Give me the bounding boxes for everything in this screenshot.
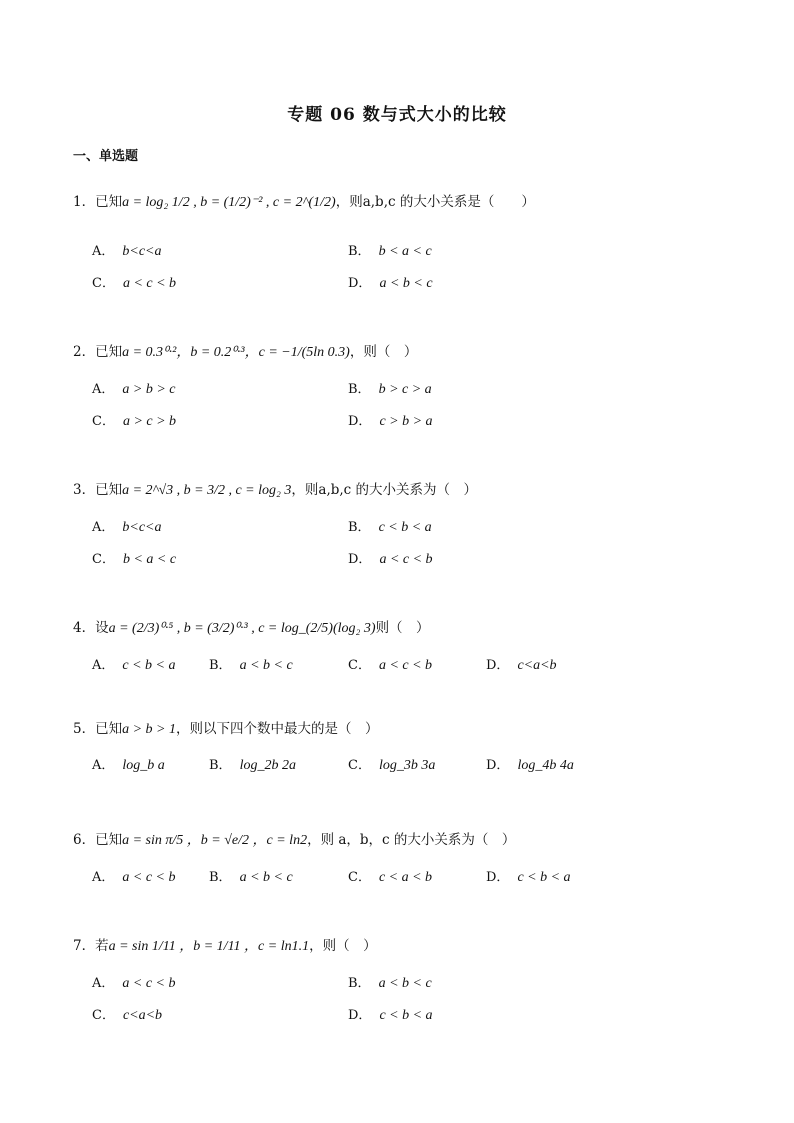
q2-option-c[interactable]: C． a > c > b xyxy=(92,414,177,429)
q3-option-c[interactable]: C． b < a < c xyxy=(92,552,177,567)
q2-option-d[interactable]: D． c > b > a xyxy=(348,414,433,429)
question-2: 2．已知a = 0.3⁰·²，b = 0.2⁰·³，c = −1/(5ln 0.3)，则（ ） xyxy=(73,344,418,360)
q3-option-b[interactable]: B． c < b < a xyxy=(348,520,432,535)
q1-option-a[interactable]: A． b<c<a xyxy=(92,244,162,259)
q3-option-d[interactable]: D． a < c < b xyxy=(348,552,433,567)
question-5-expression: a > b > 1 xyxy=(122,722,176,737)
q6-option-b[interactable]: B． a < b < c xyxy=(209,870,293,885)
question-3-expression: a = 2^√3 , b = 3/2 , c = log₂ 3 xyxy=(122,483,292,498)
q2-option-b[interactable]: B． b > c > a xyxy=(348,382,432,397)
question-7-expression: a = sin 1/11 ，b = 1/11 ，c = ln1.1 xyxy=(108,939,310,954)
q6-option-a[interactable]: A． a < c < b xyxy=(92,870,176,885)
page-title: 专题 06 数与式大小的比较 xyxy=(287,105,507,125)
q7-option-b[interactable]: B． a < b < c xyxy=(348,976,432,991)
question-6: 6．已知a = sin π/5 ，b = √e/2 ，c = ln2，则 a，b，c 的大小关系为（ ） xyxy=(73,832,516,848)
q1-option-d[interactable]: D． a < b < c xyxy=(348,276,433,291)
q2-option-a[interactable]: A． a > b > c xyxy=(92,382,176,397)
q7-option-d[interactable]: D． c < b < a xyxy=(348,1008,433,1023)
question-1: 1．已知a = log₂ 1/2 , b = (1/2)⁻² , c = 2^(1/2)，则a,b,c 的大小关系是（ ） xyxy=(73,194,535,210)
question-5: 5．已知a > b > 1，则以下四个数中最大的是（ ） xyxy=(73,721,379,737)
question-1-expression: a = log₂ 1/2 , b = (1/2)⁻² , c = 2^(1/2) xyxy=(122,195,336,210)
q6-option-c[interactable]: C． c < a < b xyxy=(348,870,433,885)
q3-option-a[interactable]: A． b<c<a xyxy=(92,520,162,535)
q5-option-d[interactable]: D． log_4b 4a xyxy=(486,758,574,773)
question-7: 7．若a = sin 1/11 ，b = 1/11 ，c = ln1.1，则（ ） xyxy=(73,938,377,954)
question-3: 3．已知a = 2^√3 , b = 3/2 , c = log₂ 3，则a,b,c 的大小关系为（ ） xyxy=(73,482,478,498)
question-4: 4．设a = (2/3)⁰·⁵ , b = (3/2)⁰·³ , c = log_(2/5)(log₂ 3)则（ ） xyxy=(73,620,430,636)
question-2-expression: a = 0.3⁰·²，b = 0.2⁰·³，c = −1/(5ln 0.3) xyxy=(122,345,350,360)
q4-option-c[interactable]: C． a < c < b xyxy=(348,658,433,673)
question-6-expression: a = sin π/5 ，b = √e/2 ，c = ln2 xyxy=(122,833,308,848)
question-4-expression: a = (2/3)⁰·⁵ , b = (3/2)⁰·³ , c = log_(2/5)(log₂ 3) xyxy=(108,621,376,636)
q5-option-b[interactable]: B． log_2b 2a xyxy=(209,758,296,773)
q7-option-c[interactable]: C． c<a<b xyxy=(92,1008,163,1023)
q6-option-d[interactable]: D． c < b < a xyxy=(486,870,571,885)
q4-option-a[interactable]: A． c < b < a xyxy=(92,658,176,673)
q1-option-c[interactable]: C． a < c < b xyxy=(92,276,177,291)
q5-option-a[interactable]: A． log_b a xyxy=(92,758,165,773)
q5-option-c[interactable]: C． log_3b 3a xyxy=(348,758,436,773)
q4-option-d[interactable]: D． c<a<b xyxy=(486,658,557,673)
q7-option-a[interactable]: A． a < c < b xyxy=(92,976,176,991)
q4-option-b[interactable]: B． a < b < c xyxy=(209,658,293,673)
section-heading: 一、单选题 xyxy=(73,149,139,164)
q1-option-b[interactable]: B． b < a < c xyxy=(348,244,432,259)
